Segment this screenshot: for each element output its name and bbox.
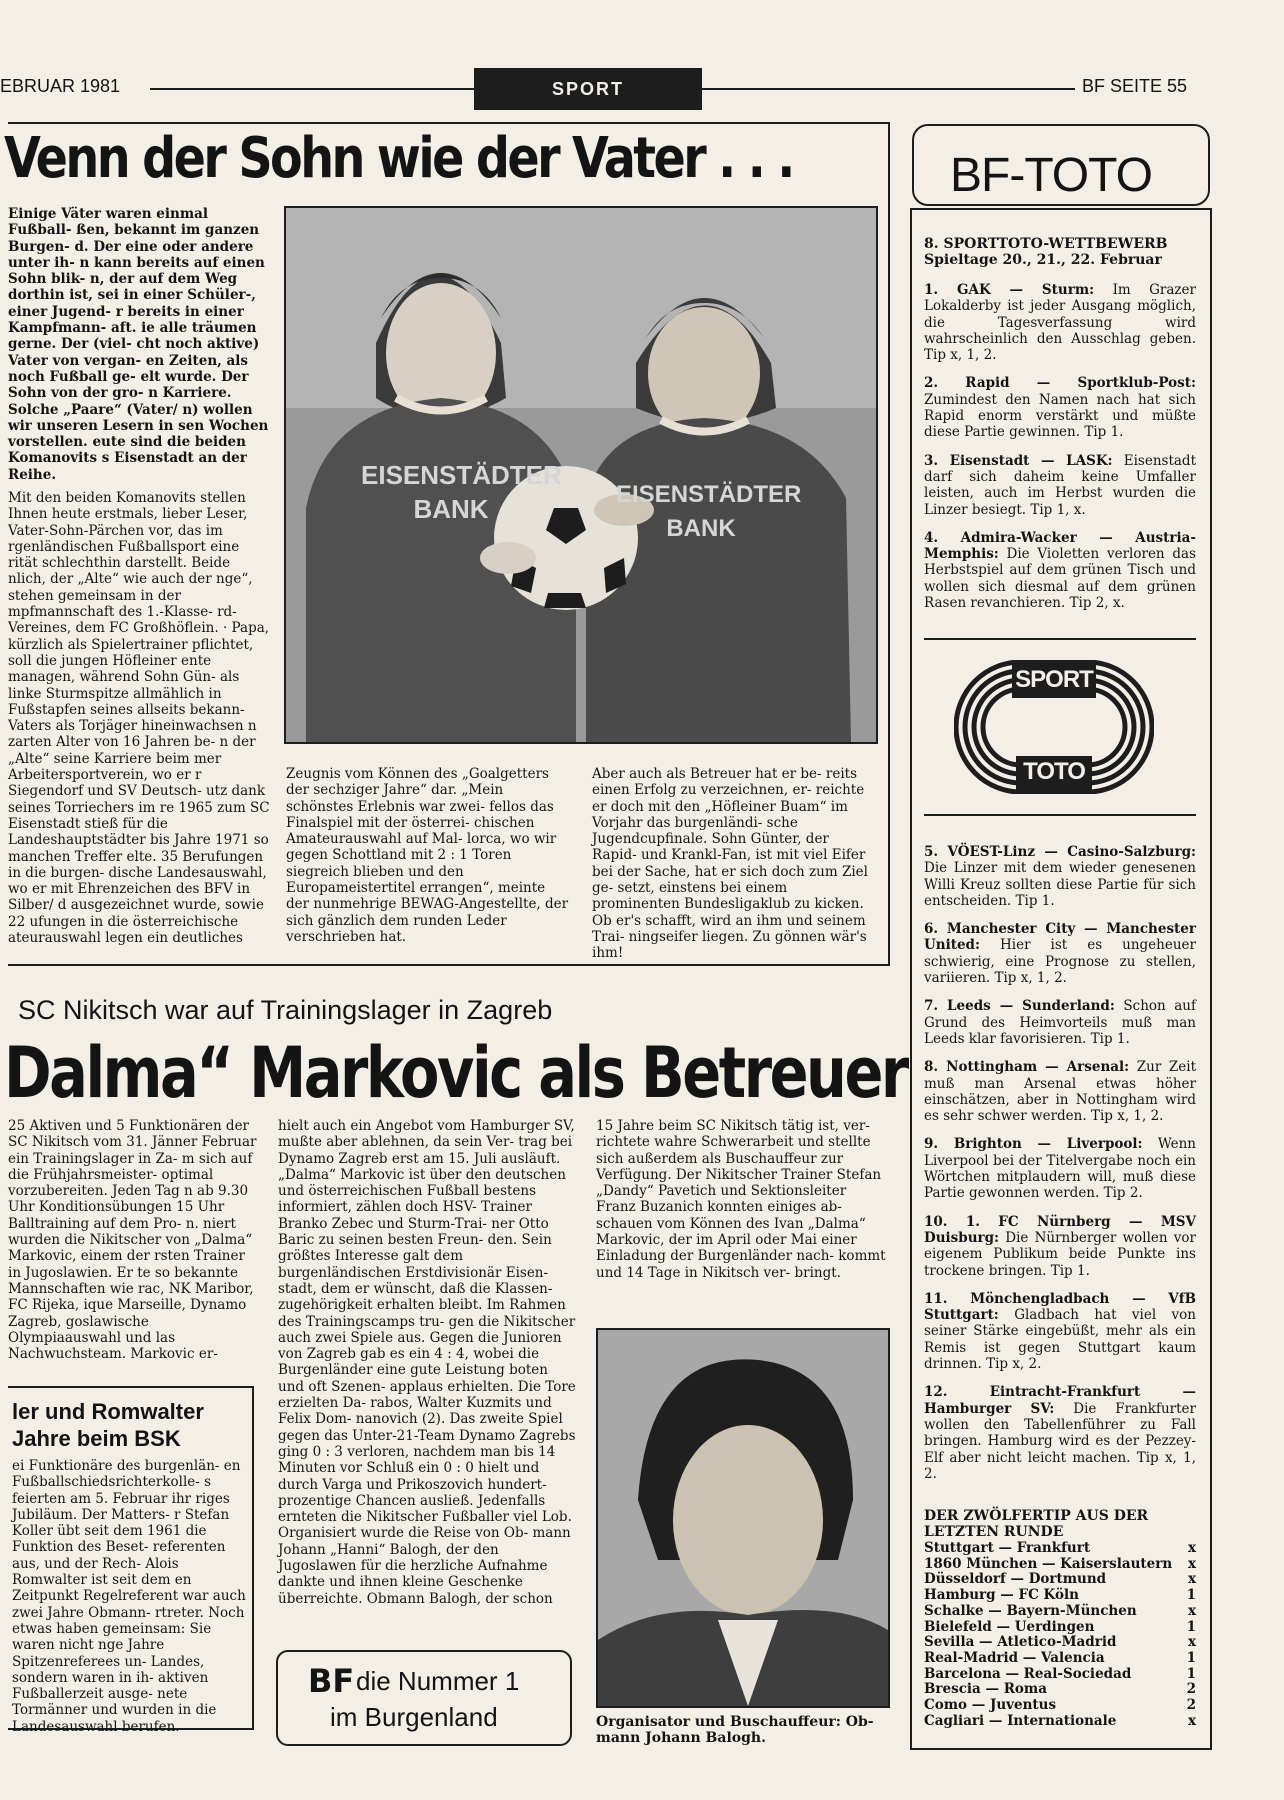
twelve-row: Como — Juventus 2 — [924, 1697, 1196, 1714]
toto-tip: 8. Nottingham — Arsenal: Zur Zeit muß man Arsenal etwas höher einschätzen, aber in Nottingham wird es sehr schwer werden. Tip x, 1, 2. — [924, 1059, 1196, 1125]
twelve-row: Schalke — Bayern-München x — [924, 1602, 1196, 1619]
toto-tip: 12. Eintracht-Frankfurt — Hamburger SV: Die Frankfurter wollen den Tabellenführer zu Fall bringen. Hamburg wird es der Pezzey-Elf aber nicht leicht machen. Tip x, 1, 2. — [924, 1384, 1196, 1482]
toto-tip: 2. Rapid — Sportklub-Post: Zumindest den Namen nach hat sich Rapid enorm verstärkt und müßte diese Partie gewinnen. Tip 1. — [924, 375, 1196, 441]
twelve-row: Bielefeld — Uerdingen 1 — [924, 1618, 1196, 1635]
twelve-row: Stuttgart — Frankfurt x — [924, 1540, 1196, 1556]
toto-tips-1 — [924, 282, 1196, 623]
twelve-row: Brescia — Roma 2 — [924, 1681, 1196, 1698]
twelve-row: Real-Madrid — Valencia 1 — [924, 1649, 1196, 1666]
page-number: BF SEITE 55 — [1082, 76, 1188, 96]
toto-tip: 1. GAK — Sturm: Im Grazer Lokalderby ist jeder Ausgang möglich, die Tagesverfassung wird wahrscheinlich den Ausschlag geben. Tip x, 1, 2. — [924, 282, 1196, 364]
twelve-row: Barcelona — Real-Sociedad 1 — [924, 1665, 1196, 1682]
toto-tip: 7. Leeds — Sunderland: Schon auf Grund des Heimvorteils muß man Leeds klar favorisieren. Tip 1. — [924, 998, 1196, 1047]
balogh-illustration — [598, 1330, 888, 1706]
bf-ad-box — [276, 1650, 572, 1746]
article1-body-mid: Zeugnis vom Können des „Goalgetters der sechziger Jahre“ dar. „Mein schönstes Erlebnis war zwei- fellos das Finalspiel mit der österrei- chischen Amateurauswahl auf Mal- lorca, wo wir gegen Schottland mit 2 : 1 Toren siegreich blieben und den Europameistertitel errangen“, meinte der nunmehrige BEWAG-Angestellte, der sich gänzlich dem runden Leder verschrieben hat. — [286, 766, 569, 945]
twelve-row: 1860 München — Kaiserslautern x — [924, 1555, 1196, 1572]
toto-tip: 5. VÖEST-Linz — Casino-Salzburg: Die Linzer mit dem wieder genesenen Willi Kreuz sollten diese Partie für sich entscheiden. Tip 1. — [924, 844, 1196, 909]
article1-intro: Einige Väter waren einmal Fußball- ßen, bekannt im ganzen Burgen- d. Der eine oder andere unter ih- n kann bereits auf einen Sohn blik- n, der auf dem Weg dorthin ist, sei in einer Schüler-, einer Jugend- r bereits in einer Kampfmann- aft. ie alle träumen gerne. Der (viel- cht noch aktive) Vater von vergan- en Zeiten, als noch Fußball ge- elt wurde. Der Sohn von der gro- n Karriere. Solche „Paare“ (Vater/ n) wollen wir unseren Lesern in sen Wochen vorstellen. eute sind die beiden Komanovits s Eisenstadt an der Reihe. — [8, 206, 269, 483]
balogh-caption: Organisator und Buschauffeur: Ob- mann Johann Balogh. — [596, 1714, 874, 1747]
sport-toto-bottom: TOTO — [1023, 758, 1085, 785]
article1-body-left: Mit den beiden Komanovits stellen Ihnen heute erstmals, lieber Leser, Vater-Sohn-Pärchen vor, das im rgenländischen Fußballsport eine rität schlechthin darstellt. Beide nlich, der „Alte“ wie auch der nge“, stehen gemeinsam in der mpfmannschaft des 1.-Klasse- rd-Vereines, dem FC Großhöflein. · Papa, kürzlich als Spielertrainer pflichtet, soll die jungen Höfleiner ente managen, während Sohn Gün- als linke Sturmspitze allmählich in Fußstapfen seines allseits bekann- Vaters als Torjäger hineinwachsen n zarten Alter von 16 Jahren be- n der „Alte“ seine Karriere beim mer Arbeitersportverein, wo er r Siegendorf und SV Deutsch- utz dank seines Torriechers im re 1965 zum SC Eisenstadt stieß für die Landeshauptstädter bis Jahre 1971 so manchen Treffer elte. 35 Berufungen in die burgen- dische Landesauswahl, wo er mit Ehrenzeichen des BFV in Silber/ d ausgezeichnet wurde, sowie 22 ufungen in die österreichische ateurauswahl legen ein deutliches — [8, 490, 270, 947]
header-rule-left — [150, 88, 476, 90]
toto-heading: 8. SPORTTOTO-WETTBEWERB Spieltage 20., 21., 22. Februar — [924, 236, 1168, 269]
balogh-photo — [596, 1328, 890, 1708]
toto-title: BF-TOTO — [950, 149, 1152, 202]
toto-tip: 6. Manchester City — Manchester United: Hier ist es ungeheuer schwierig, eine Prognose zu stellen, variieren. Tip x, 1, 2. — [924, 921, 1196, 987]
article1-body-right: Aber auch als Betreuer hat er be- reits einen Erfolg zu verzeichnen, er- reichte er doch mit den „Höfleiner Buam“ im Vorjahr das burgenländi- sche Jugendcupfinale. Sohn Günter, der Rapid- und Krankl-Fan, ist mit viel Eifer bei der Sache, hat er sich doch zum Ziel ge- setzt, einstens bei einem prominenten Bundesligaklub zu kicken. Ob er's schafft, wird an ihm und seinem Trai- ningseifer liegen. Zu gönnen wär's ihm! — [592, 766, 868, 962]
twelve-title: DER ZWÖLFERTIP AUS DER LETZTEN RUNDE — [924, 1508, 1149, 1541]
bf-ad-logo: BF — [308, 1662, 355, 1700]
article2-col1: 25 Aktiven und 5 Funktionären der SC Nikitsch vom 31. Jänner Februar ein Trainingslager in Za- m sich auf die Frühjahrsmeister- optimal vorzubereiten. Jeden Tag n ab 9.30 Uhr Konditionsübungen 15 Uhr Balltraining auf dem Pro- n. niert wurden die Nikitscher von „Dalma“ Markovic, einem der rsten Trainer in Jugoslawien. Er te so bekannte Mannschaften wie rac, NK Maribor, FC Rijeka, ique Marseille, Dynamo Zagreb, goslawische Olympiaauswahl und las Nachwuchsteam. Markovic er- — [8, 1118, 257, 1363]
article1-headline: Venn der Sohn wie der Vater . . . — [4, 126, 793, 191]
toto-tip: 4. Admira-Wacker — Austria-Memphis: Die Violetten verloren das Herbstspiel auf dem grünen Tisch und wollen sich diesmal auf dem grünen Rasen revanchieren. Tip 2, x. — [924, 529, 1196, 612]
twelve-list — [924, 1541, 1196, 1729]
article2-col2: hielt auch ein Angebot vom Hamburger SV, mußte aber ablehnen, da sein Ver- trag bei Dynamo Zagreb erst am 15. Juli ausläuft. „Dalma“ Markovic ist über den deutschen und österreichischen Fußball bestens informiert, zählen doch HSV- Trainer Branko Zebec und Sturm-Trai- ner Otto Baric zu seinen besten Freun- den. Sein größtes Interesse galt dem burgenländischen Erstdivisionär Eisen- stadt, dem er wünscht, daß die Klassen- zugehörigkeit erhalten bleibt. Im Rahmen des Trainingscamps tru- gen die Nikitscher auch zwei Spiele aus. Gegen die Junioren von Zagreb gab es ein 4 : 4, wobei die Burgenländer eine gute Leistung boten und oft Szenen- applaus erhielten. Die Tore erzielten Da- rabos, Walter Kuzmits und Felix Dom- nanovich (2). Das zweite Spiel gegen das Unter-21-Team Dynamo Zagrebs ging 0 : 3 verloren, nachdem man bis 14 Minuten vor Schluß ein 0 : 0 hielt und durch Varga und Prikoszovich hundert- prozentige Chancen ausließ. Jedenfalls ernteten die Nikitscher Fußballer viel Lob. Organisiert wurde die Reise von Ob- mann Johann „Hanni“ Balogh, der den Jugoslawen für die herzliche Aufnahme dankte und ihnen kleine Geschenke überreichte. Obmann Balogh, der schon — [278, 1118, 576, 1607]
twelve-row: Düsseldorf — Dortmund x — [924, 1571, 1196, 1588]
bf-ad-line1: die Nummer 1 — [356, 1666, 520, 1696]
sport-toto-top: SPORT — [1015, 666, 1093, 693]
article3-body: ei Funktionäre des burgenlän- en Fußballschiedsrichterkolle- s feierten am 5. Februar ihr riges Jubiläum. Der Matters- r Stefan Koller übt seit dem 1961 die Funktion des Beset- referenten aus, und der Rech- Alois Romwalter ist seit dem en Zeitpunkt Regelreferent war auch zwei Jahre Obmann- rtreter. Noch etwas haben gemeinsam: Sie waren nicht nge Jahre Spitzenreferees un- Landes, sondern waren in ih- aktiven Fußballerzeit ausge- nete Tormänner und wurden in die Landesauswahl berufen. — [12, 1458, 246, 1735]
twelve-row: Hamburg — FC Köln 1 — [924, 1587, 1196, 1604]
jersey-text-son: EISENSTÄDTER BANK — [361, 460, 562, 524]
toto-tip: 10. 1. FC Nürnberg — MSV Duisburg: Die Nürnberger wollen vor eigenem Publikum beide Punkte ins trockene bringen. Tip 1. — [924, 1213, 1196, 1279]
article3-headline: ler und Romwalter Jahre beim BSK — [12, 1399, 204, 1451]
article2-col3: 15 Jahre beim SC Nikitsch tätig ist, ver- richtete wahre Schwerarbeit und stellte sich außerdem als Buschauffeur zur Verfügung. Der Nikitscher Trainer Stefan „Dandy“ Pavetich und Sektionsleiter Franz Buzanich konnten einiges ab- schauen vom Können des Ivan „Dalma“ Markovic, der im April oder Mai einer Einladung der Burgenländer nach- kommt und 14 Tage in Nikitsch ver- bringt. — [596, 1118, 886, 1281]
toto-divider-1 — [924, 638, 1196, 640]
toto-tip: 3. Eisenstadt — LASK: Eisenstadt darf sich daheim keine Umfaller leisten, auch im Herbst wurden die Linzer besiegt. Tip 1, x. — [924, 452, 1197, 518]
bf-ad-line2: im Burgenland — [330, 1702, 498, 1732]
header-rule-right — [700, 88, 1075, 90]
header-date: EBRUAR 1981 — [0, 76, 121, 96]
article2-kicker: SC Nikitsch war auf Trainingslager in Zagreb — [18, 995, 553, 1025]
sport-toto-logo — [954, 660, 1154, 794]
toto-divider-2 — [924, 814, 1196, 816]
toto-tips-2 — [924, 844, 1196, 1494]
jersey-text-father: EISENSTÄDTER BANK — [616, 481, 802, 542]
section-label: SPORT — [476, 70, 700, 108]
father-son-photo — [284, 206, 878, 744]
toto-tip: 9. Brighton — Liverpool: Wenn Liverpool bei der Titelvergabe noch ein Wörtchen mitplaudern will, muß diese Partie gewonnen werden. Tip 2. — [924, 1136, 1196, 1202]
twelve-row: Sevilla — Atletico-Madrid x — [924, 1634, 1196, 1651]
twelve-row: Cagliari — Internationale x — [924, 1712, 1196, 1729]
article2-headline: Dalma“ Markovic als Betreuer — [4, 1032, 907, 1114]
toto-tip: 11. Mönchengladbach — VfB Stuttgart: Gladbach hat viel von seiner Stärke eingebüßt, mehr als ein Remis ist gegen Stuttgart kaum drinnen. Tip x, 2. — [924, 1290, 1196, 1373]
